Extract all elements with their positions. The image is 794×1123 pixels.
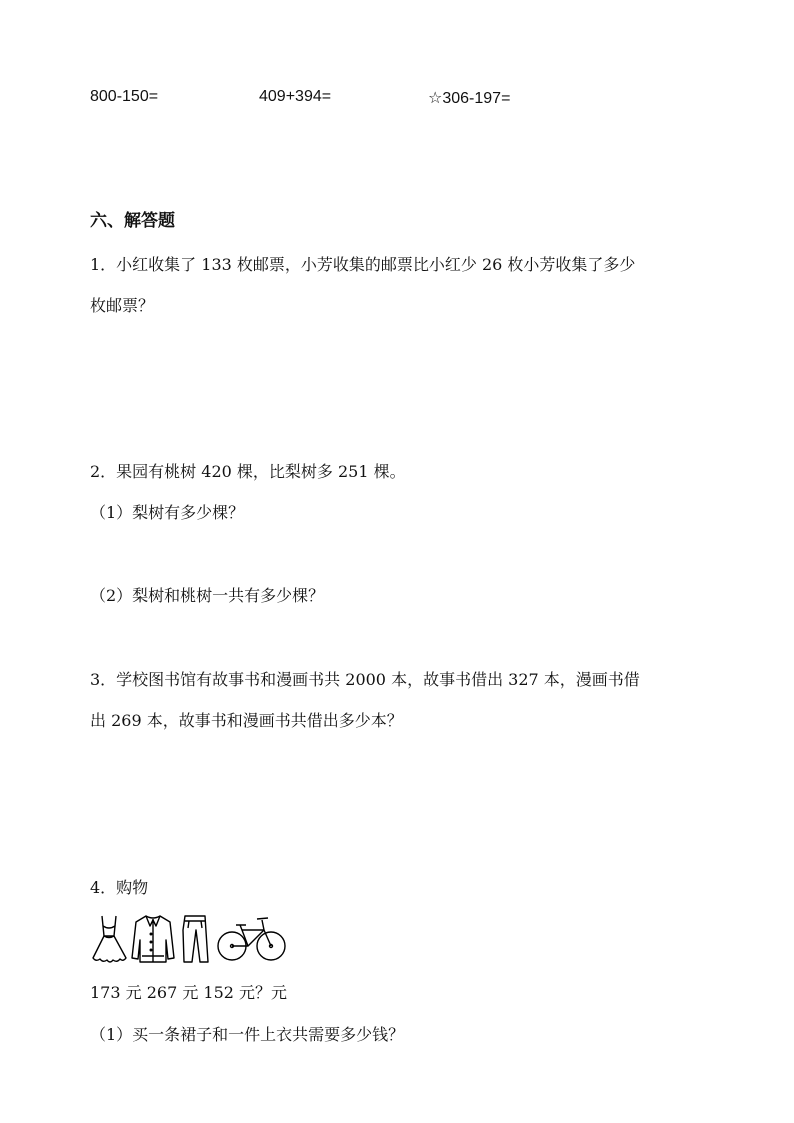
question-4-title: 4．购物 xyxy=(90,878,149,897)
question-2-line-1: 2．果园有桃树 420 棵，比梨树多 251 棵。 xyxy=(90,462,406,481)
calc-2: 409+394= xyxy=(259,88,332,105)
dress-icon xyxy=(93,916,126,962)
question-1-line-2: 枚邮票？ xyxy=(90,296,155,315)
calc-1: 800-150= xyxy=(90,88,159,105)
question-2-sub-1: （1）梨树有多少棵？ xyxy=(90,503,245,522)
question-2-sub-2: （2）梨树和桃树一共有多少棵？ xyxy=(90,586,325,605)
pants-icon xyxy=(183,916,208,962)
shopping-items xyxy=(90,910,290,966)
shopping-items-illustration xyxy=(90,910,290,966)
item-prices: 173 元 267 元 152 元？元 xyxy=(90,983,288,1002)
bicycle-icon xyxy=(218,918,285,960)
question-3-line-2: 出 269 本，故事书和漫画书共借出多少本？ xyxy=(90,711,403,730)
section-title: 六、解答题 xyxy=(90,211,175,231)
question-4-sub-1: （1）买一条裙子和一件上衣共需要多少钱？ xyxy=(90,1025,405,1044)
question-1-line-1: 1．小红收集了 133 枚邮票，小芳收集的邮票比小红少 26 枚小芳收集了多少 xyxy=(90,255,636,274)
jacket-icon xyxy=(132,916,174,962)
calc-3: ☆306-197= xyxy=(428,90,511,107)
question-3-line-1: 3．学校图书馆有故事书和漫画书共 2000 本，故事书借出 327 本，漫画书借 xyxy=(90,670,640,689)
